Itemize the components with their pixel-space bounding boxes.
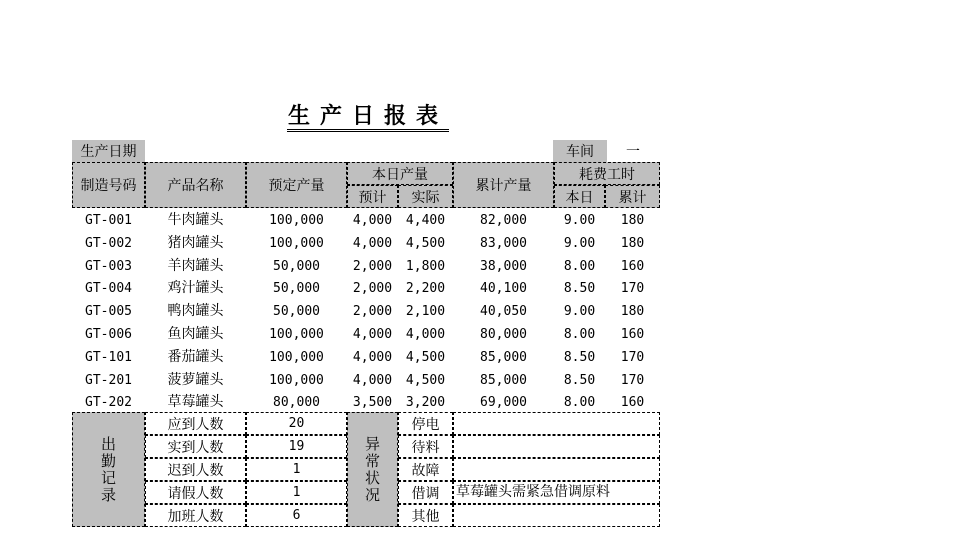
cell-plan: 4,000 (352, 349, 393, 365)
cell-total: 170 (620, 281, 645, 297)
attendance-item-value: 20 (246, 412, 347, 435)
abnormal-item-label: 故障 (398, 458, 453, 481)
cell-name: 鸡汁罐头 (167, 280, 224, 297)
cell-code: GT-003 (85, 258, 132, 274)
abnormal-label-text: 异常状况 (363, 435, 381, 504)
cell-plan: 2,000 (352, 258, 393, 274)
cell-name: 草莓罐头 (167, 394, 224, 411)
cell-name: 猪肉罐头 (167, 234, 224, 251)
cell-actual: 4,500 (405, 235, 446, 251)
attendance-item-value: 1 (246, 481, 347, 504)
cell-hours: 9.00 (563, 235, 596, 251)
cell-name: 番茄罐头 (167, 348, 224, 365)
cell-total: 170 (620, 349, 645, 365)
abnormal-item-note (453, 458, 660, 481)
cell-code: GT-202 (85, 395, 132, 411)
col-name-header: 产品名称 (145, 162, 246, 208)
cell-code: GT-002 (85, 235, 132, 251)
attendance-item-label: 应到人数 (145, 412, 246, 435)
cell-name: 鱼肉罐头 (167, 326, 224, 342)
col-planned-header: 预定产量 (246, 162, 347, 208)
cell-plan: 2,000 (352, 281, 393, 297)
cell-cum: 38,000 (480, 258, 527, 274)
abnormal-item-note (453, 435, 660, 458)
cell-cum: 82,000 (480, 213, 527, 228)
col-today-actual-header: 实际 (398, 185, 453, 208)
cell-actual: 2,200 (405, 281, 446, 297)
cell-actual: 4,400 (405, 213, 446, 228)
cell-actual: 3,200 (405, 395, 446, 411)
abnormal-item-note (453, 412, 660, 435)
col-hours-today-header: 本日 (554, 185, 605, 208)
workshop-label: 车间 (553, 140, 607, 162)
cell-planned: 50,000 (273, 304, 320, 320)
cell-cum: 40,050 (480, 304, 527, 320)
cell-hours: 8.00 (563, 395, 596, 411)
cell-cum: 40,100 (480, 281, 527, 297)
abnormal-item-note (453, 504, 660, 527)
cell-cum: 83,000 (480, 235, 527, 251)
col-code-header: 制造号码 (72, 162, 145, 208)
cell-hours: 8.00 (563, 327, 596, 342)
cell-actual: 2,100 (405, 304, 446, 320)
cell-cum: 85,000 (480, 372, 527, 388)
cell-planned: 100,000 (269, 372, 324, 388)
cell-total: 170 (620, 372, 645, 388)
abnormal-item-label: 停电 (398, 412, 453, 435)
cell-hours: 8.00 (563, 258, 596, 274)
cell-code: GT-005 (85, 304, 132, 320)
attendance-item-label: 迟到人数 (145, 458, 246, 481)
cell-total: 180 (620, 213, 645, 228)
cell-cum: 85,000 (480, 349, 527, 365)
abnormal-item-label: 待料 (398, 435, 453, 458)
cell-hours: 8.50 (563, 349, 596, 365)
cell-code: GT-001 (85, 213, 132, 228)
abnormal-item-note: 草莓罐头需紧急借调原料 (453, 481, 660, 504)
attendance-item-label: 加班人数 (145, 504, 246, 527)
cell-plan: 4,000 (352, 213, 393, 228)
cell-hours: 9.00 (563, 213, 596, 228)
cell-code: GT-006 (85, 327, 132, 342)
abnormal-item-label: 其他 (398, 504, 453, 527)
date-label: 生产日期 (72, 140, 145, 162)
attendance-label (72, 412, 145, 527)
cell-name: 牛肉罐头 (167, 212, 224, 228)
cell-planned: 50,000 (273, 281, 320, 297)
cell-cum: 80,000 (480, 327, 527, 342)
attendance-item-label: 请假人数 (145, 481, 246, 504)
cell-actual: 1,800 (405, 258, 446, 274)
col-cumulative-header: 累计产量 (453, 162, 554, 208)
cell-total: 160 (620, 395, 645, 411)
cell-planned: 100,000 (269, 213, 324, 228)
attendance-label-text: 出勤记录 (99, 435, 117, 504)
cell-hours: 8.50 (563, 281, 596, 297)
cell-plan: 4,000 (352, 327, 393, 342)
cell-total: 160 (620, 327, 645, 342)
cell-hours: 9.00 (563, 304, 596, 320)
cell-code: GT-101 (85, 349, 132, 365)
cell-hours: 8.50 (563, 372, 596, 388)
report-title: 生产日报表 (287, 100, 449, 132)
abnormal-label (347, 412, 398, 527)
cell-name: 鸭肉罐头 (167, 303, 224, 320)
cell-code: GT-004 (85, 281, 132, 297)
cell-total: 180 (620, 235, 645, 251)
attendance-item-label: 实到人数 (145, 435, 246, 458)
cell-code: GT-201 (85, 372, 132, 388)
cell-planned: 80,000 (273, 395, 320, 411)
cell-plan: 4,000 (352, 235, 393, 251)
col-today-plan-header: 预计 (347, 185, 398, 208)
cell-actual: 4,000 (405, 327, 446, 342)
cell-planned: 100,000 (269, 349, 324, 365)
workshop-value: 一 (626, 144, 640, 160)
col-today-group-header: 本日产量 (347, 162, 453, 185)
attendance-item-value: 6 (246, 504, 347, 527)
cell-cum: 69,000 (480, 395, 527, 411)
cell-name: 菠萝罐头 (167, 371, 224, 388)
cell-planned: 50,000 (273, 258, 320, 274)
col-hours-total-header: 累计 (605, 185, 660, 208)
cell-name: 羊肉罐头 (167, 257, 224, 274)
cell-total: 160 (620, 258, 645, 274)
cell-planned: 100,000 (269, 327, 324, 342)
cell-planned: 100,000 (269, 235, 324, 251)
cell-plan: 3,500 (352, 395, 393, 411)
cell-plan: 2,000 (352, 304, 393, 320)
cell-actual: 4,500 (405, 372, 446, 388)
attendance-item-value: 1 (246, 458, 347, 481)
cell-plan: 4,000 (352, 372, 393, 388)
cell-actual: 4,500 (405, 349, 446, 365)
attendance-item-value: 19 (246, 435, 347, 458)
col-hours-group-header: 耗费工时 (554, 162, 660, 185)
abnormal-item-label: 借调 (398, 481, 453, 504)
cell-total: 180 (620, 304, 645, 320)
